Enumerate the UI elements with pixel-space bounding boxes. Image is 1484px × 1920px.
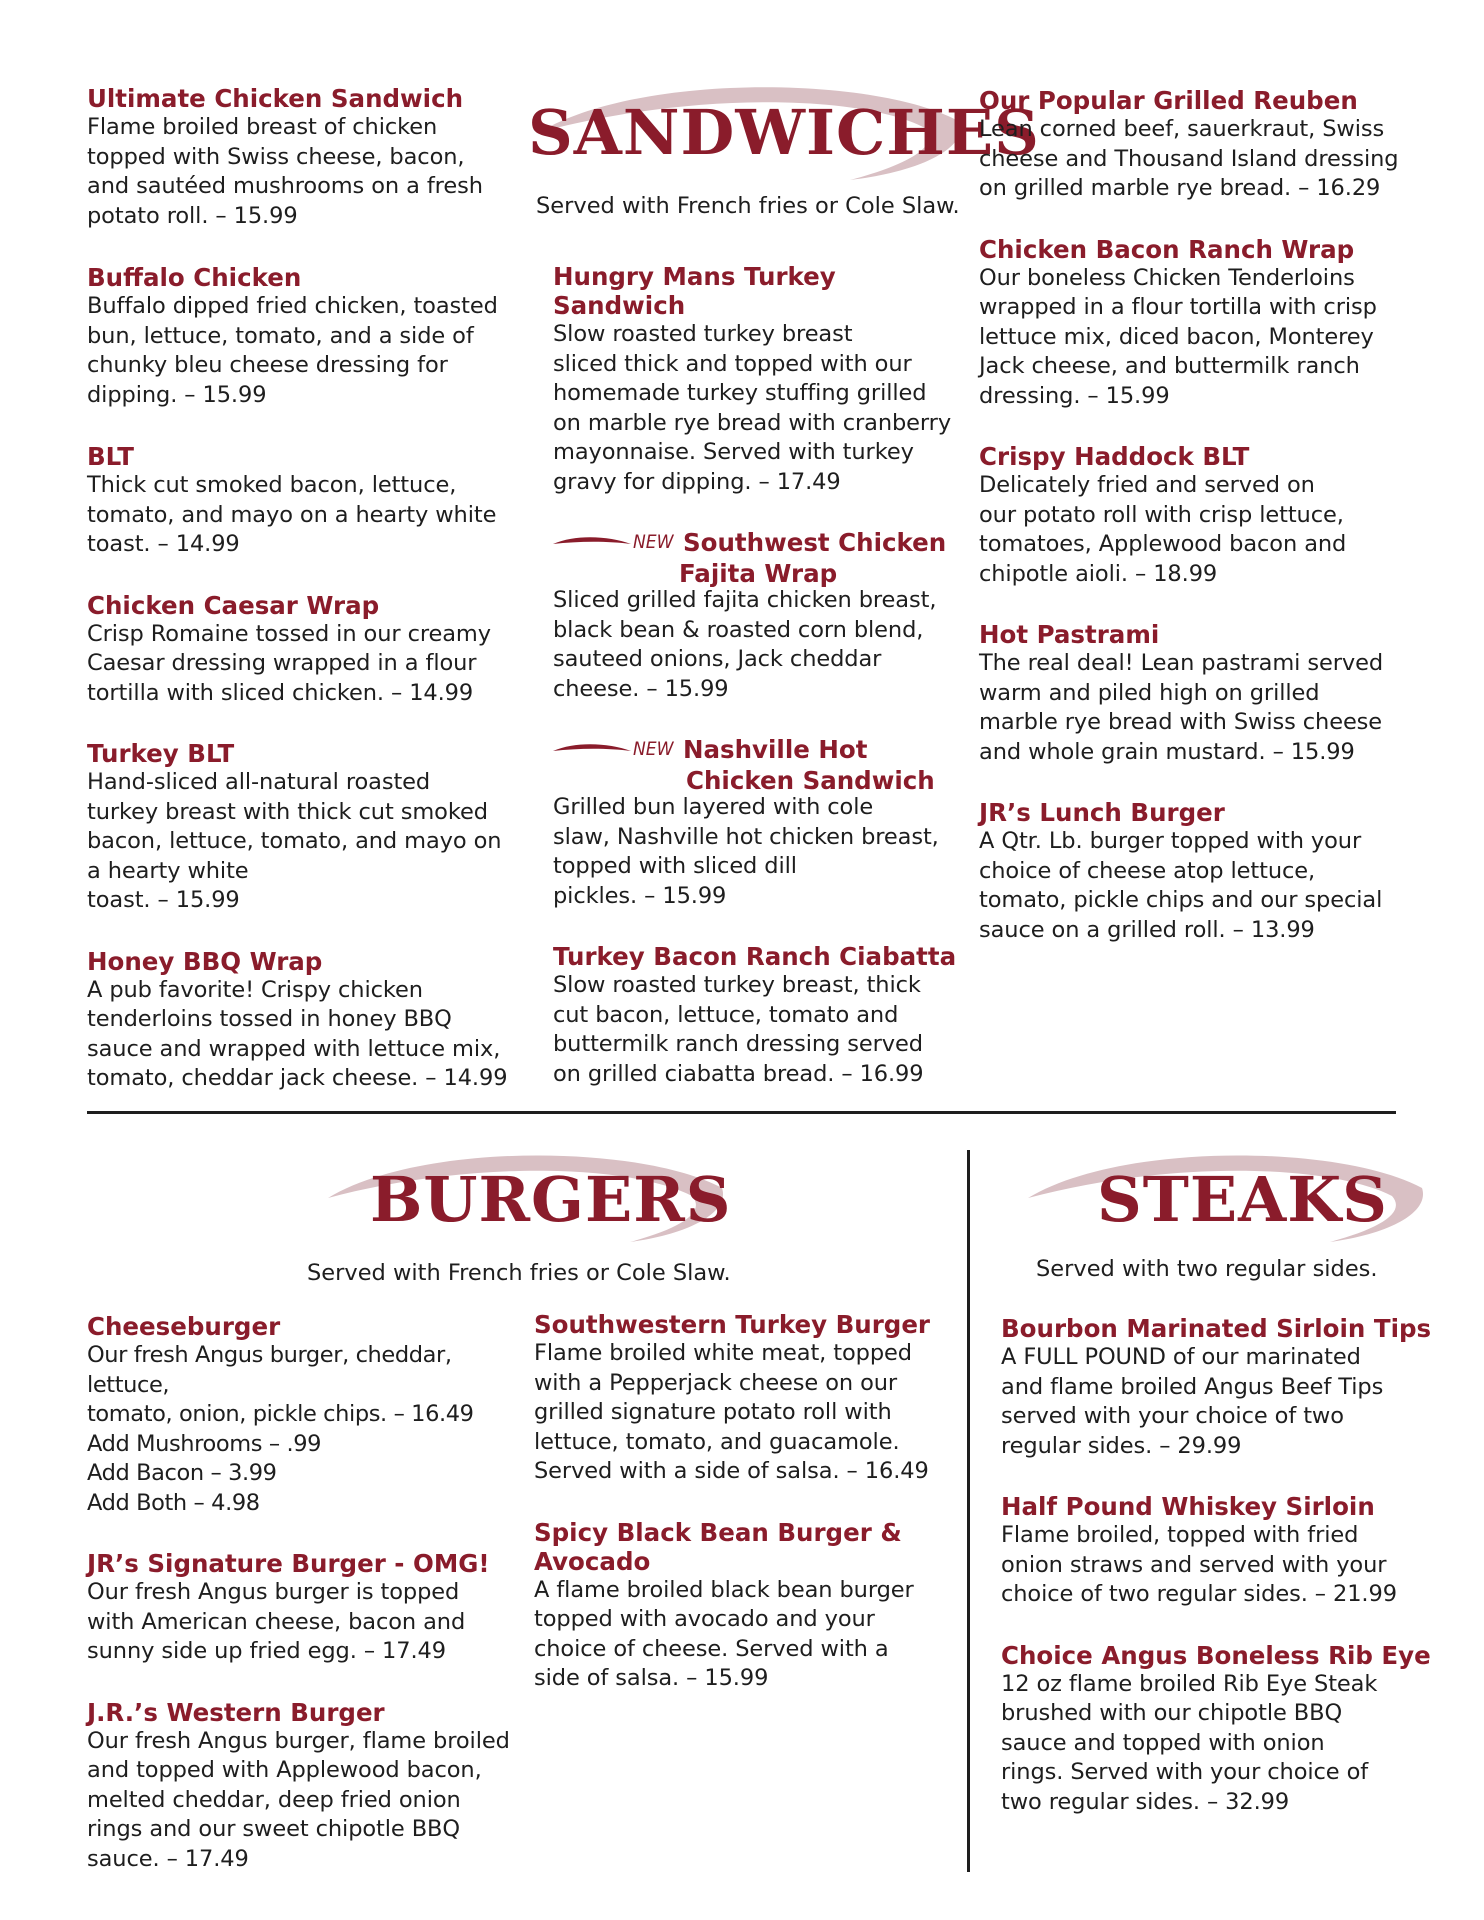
menu-item <box>87 442 527 560</box>
menu-item <box>87 591 527 709</box>
item-title: JR’s Lunch Burger <box>979 798 1225 827</box>
item-description: Our fresh Angus burger, flame broiled and topped with Applewood bacon, melted cheddar, deep fried onion rings and our sweet chipotle BBQ sauce. – 17.49 <box>87 1727 510 1872</box>
item-description: 12 oz flame broiled Rib Eye Steak brushed with our chipotle BBQ sauce and topped with onion rings. Served with your choice of two regular sides. – 32.99 <box>1001 1670 1378 1815</box>
item-title: Hungry Mans Turkey Sandwich <box>553 262 836 320</box>
item-description: Slow roasted turkey breast sliced thick and topped with our homemade turkey stuffing grilled on marble rye bread with cranberry mayonnaise. Served with turkey gravy for dipping. – 17.49 <box>553 321 952 495</box>
new-item-title-row <box>553 735 973 793</box>
item-description: The real deal! Lean pastrami served warm and piled high on grilled marble rye bread with Swiss cheese and whole grain mustard. – 15.99 <box>979 650 1384 765</box>
item-description: A Qtr. Lb. burger topped with your choice of cheese atop lettuce, tomato, pickle chips and our special sauce on a grilled roll. – 13.99 <box>979 828 1383 943</box>
item-title: Hot Pastrami <box>979 620 1160 649</box>
item-description: Our boneless Chicken Tenderloins wrapped in a flour tortilla with crisp lettuce mix, diced bacon, Monterey Jack cheese, and buttermilk ranch dressing. – 15.99 <box>979 264 1377 409</box>
new-badge: NEW <box>633 738 674 760</box>
menu-item <box>1001 1641 1461 1818</box>
steaks-heading: STEAKS <box>1097 1163 1388 1236</box>
item-title: Turkey BLT <box>87 739 235 768</box>
new-item-title-row <box>553 528 973 586</box>
item-description: A pub favorite! Crispy chicken tenderloins tossed in honey BBQ sauce and wrapped with lettuce mix, tomato, cheddar jack cheese. – 14.99 <box>87 976 508 1091</box>
menu-item <box>979 235 1439 412</box>
item-description: Thick cut smoked bacon, lettuce, tomato, and mayo on a hearty white toast. – 14.99 <box>87 472 497 557</box>
menu-item <box>87 84 527 231</box>
burgers-column-2 <box>534 1310 954 1694</box>
item-title: Crispy Haddock BLT <box>979 442 1250 471</box>
item-description: Sliced grilled fajita chicken breast, black bean & roasted corn blend, sauteed onions, Jack cheddar cheese. – 15.99 <box>553 587 937 702</box>
item-title: BLT <box>87 442 134 471</box>
new-badge: NEW <box>633 531 674 553</box>
item-title-line-2: Chicken Sandwich <box>686 766 935 795</box>
burgers-heading: BURGERS <box>370 1163 732 1236</box>
menu-item <box>534 1310 954 1487</box>
item-title: Nashville Hot <box>683 735 868 764</box>
item-title: Spicy Black Bean Burger & Avocado <box>534 1517 902 1576</box>
sandwiches-served-note: Served with French fries or Cole Slaw. <box>536 193 960 219</box>
item-title: JR’s Signature Burger - OMG! <box>87 1549 490 1578</box>
item-description: Crisp Romaine tossed in our creamy Caesar dressing wrapped in a flour tortilla with sliced chicken. – 14.99 <box>87 620 491 706</box>
item-description: A flame broiled black bean burger topped with avocado and your choice of cheese. Served with a side of salsa. – 15.99 <box>534 1576 914 1691</box>
item-title: Cheeseburger <box>87 1312 281 1341</box>
item-title: Turkey Bacon Ranch Ciabatta <box>553 942 957 971</box>
menu-item <box>534 1518 954 1694</box>
section-divider-vertical <box>967 1150 970 1872</box>
item-title: Southwest Chicken <box>683 528 947 557</box>
menu-item <box>87 947 527 1094</box>
menu-item <box>553 528 973 704</box>
item-title: Half Pound Whiskey Sirloin <box>1001 1492 1375 1521</box>
item-title: Bourbon Marinated Sirloin Tips <box>1001 1314 1432 1343</box>
item-description: Lean corned beef, sauerkraut, Swiss cheese and Thousand Island dressing on grilled marble rye bread. – 16.29 <box>979 116 1399 201</box>
item-description: A FULL POUND of our marinated and flame broiled Angus Beef Tips served with your choice of two regular sides. – 29.99 <box>1001 1344 1384 1459</box>
item-description: Flame broiled, topped with fried onion straws and served with your choice of two regular sides. – 21.99 <box>1001 1522 1397 1607</box>
menu-item <box>553 262 973 497</box>
item-title: J.R.’s Western Burger <box>87 1697 385 1727</box>
menu-item <box>979 798 1439 945</box>
menu-item <box>979 442 1439 589</box>
item-description: Delicately fried and served on our potato roll with crisp lettuce, tomatoes, Applewood bacon and chipotle aioli. – 18.99 <box>979 472 1347 587</box>
item-title: Ultimate Chicken Sandwich <box>87 84 464 113</box>
item-description: Slow roasted turkey breast, thick cut bacon, lettuce, tomato and buttermilk ranch dressing served on grilled ciabatta bread. – 16.99 <box>553 972 924 1087</box>
item-description: Our fresh Angus burger is topped with American cheese, bacon and sunny side up fried egg. – 17.49 <box>87 1579 466 1664</box>
item-title-line-2: Fajita Wrap <box>679 559 838 588</box>
burgers-served-note: Served with French fries or Cole Slaw. <box>307 1260 731 1286</box>
menu-item <box>87 1698 537 1875</box>
sandwiches-column-1 <box>87 84 527 1094</box>
burgers-column-1 <box>87 1312 537 1874</box>
new-arrow-icon <box>551 739 633 759</box>
item-description: Grilled bun layered with cole slaw, Nashville hot chicken breast, topped with sliced dill pickles. – 15.99 <box>553 794 939 909</box>
item-description: Flame broiled breast of chicken topped with Swiss cheese, bacon, and sautéed mushrooms on a fresh potato roll. – 15.99 <box>87 114 483 229</box>
item-title: Chicken Caesar Wrap <box>87 590 380 620</box>
menu-item <box>1001 1314 1461 1461</box>
steaks-column <box>1001 1314 1461 1817</box>
item-description: Flame broiled white meat, topped with a Pepperjack cheese on our grilled signature potato roll with lettuce, tomato, and guacamole. Served with a side of salsa. – 16.49 <box>534 1340 929 1484</box>
item-title: Buffalo Chicken <box>87 263 302 292</box>
steaks-served-note: Served with two regular sides. <box>1036 1256 1378 1282</box>
section-divider-horizontal <box>87 1111 1396 1114</box>
menu-item <box>87 263 527 410</box>
sandwiches-column-3 <box>979 86 1439 945</box>
item-description: Hand-sliced all-natural roasted turkey breast with thick cut smoked bacon, lettuce, tomato, and mayo on a hearty white toast. – 15.99 <box>87 769 502 913</box>
menu-item <box>87 739 527 916</box>
item-title: Our Popular Grilled Reuben <box>979 86 1358 115</box>
menu-item <box>87 1549 537 1667</box>
menu-item <box>553 942 973 1089</box>
menu-item <box>87 1312 537 1518</box>
item-title: Honey BBQ Wrap <box>87 946 323 976</box>
item-description: Buffalo dipped fried chicken, toasted bun, lettuce, tomato, and a side of chunky bleu cheese dressing for dipping. – 15.99 <box>87 293 498 408</box>
new-arrow-icon <box>551 532 633 552</box>
sandwiches-column-2 <box>553 262 973 1089</box>
item-description: Our fresh Angus burger, cheddar, lettuce, tomato, onion, pickle chips. – 16.49 Add Mushrooms – .99 Add Bacon – 3.99 Add Both – 4.98 <box>87 1342 474 1516</box>
item-title: Chicken Bacon Ranch Wrap <box>979 234 1355 264</box>
menu-item <box>553 735 973 911</box>
menu-item <box>979 86 1439 204</box>
menu-item <box>1001 1492 1461 1610</box>
menu-item <box>979 620 1439 767</box>
item-title: Southwestern Turkey Burger <box>534 1310 931 1339</box>
sandwiches-heading: SANDWICHES <box>528 96 1040 169</box>
item-title: Choice Angus Boneless Rib Eye <box>1001 1640 1431 1670</box>
